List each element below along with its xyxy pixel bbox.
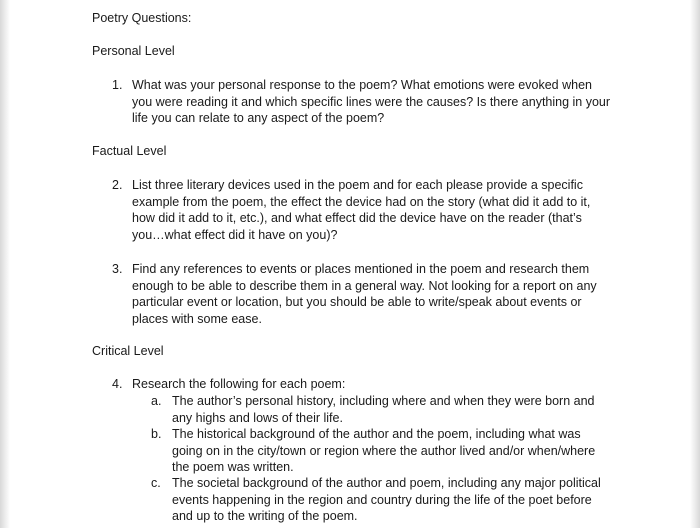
- section-heading-factual: Factual Level: [92, 144, 167, 158]
- question-text: Find any references to events or places mentioned in the poem and research them enough to be able to describe them in a general way. Not looking for a report on any particular event or location, but you should be able to write/speak about events or places with some ease.: [132, 262, 597, 326]
- sub-item-letter: a.: [151, 394, 162, 408]
- sub-item-letter: c.: [151, 476, 161, 490]
- question-text: What was your personal response to the poem? What emotions were evoked when you were reading it and which specific lines were the causes? Is there anything in your life you can relate to any aspect of the poem?: [132, 78, 611, 125]
- question-number: 4.: [112, 377, 123, 391]
- document-title: Poetry Questions:: [92, 11, 192, 25]
- section-heading-critical: Critical Level: [92, 344, 164, 358]
- question-number: 1.: [112, 78, 123, 92]
- question-text: Research the following for each poem:: [132, 377, 346, 391]
- page-edge-shadow-right: [690, 0, 700, 528]
- section-heading-personal: Personal Level: [92, 44, 175, 58]
- question-text: List three literary devices used in the poem and for each please provide a specific example from the poem, the effect the device had on the story (what did it add to it, how did it add to it, etc.), and what effect did the device have on the reader (that’s you…what effect did it have on you)?: [132, 178, 591, 242]
- sub-item-text: The historical background of the author and the poem, including what was going on in the city/town or region where the author lived and/or when/where the poem was written.: [172, 427, 596, 474]
- sub-item-text: The author’s personal history, including where and when they were born and any highs and lows of their life.: [172, 394, 595, 425]
- question-number: 3.: [112, 262, 123, 276]
- page-edge-shadow-left: [0, 0, 10, 528]
- sub-item-letter: b.: [151, 427, 162, 441]
- question-number: 2.: [112, 178, 123, 192]
- sub-item-text: The societal background of the author and poem, including any major political events happening in the region and country during the life of the poet before and up to the writing of the poem.: [172, 476, 601, 523]
